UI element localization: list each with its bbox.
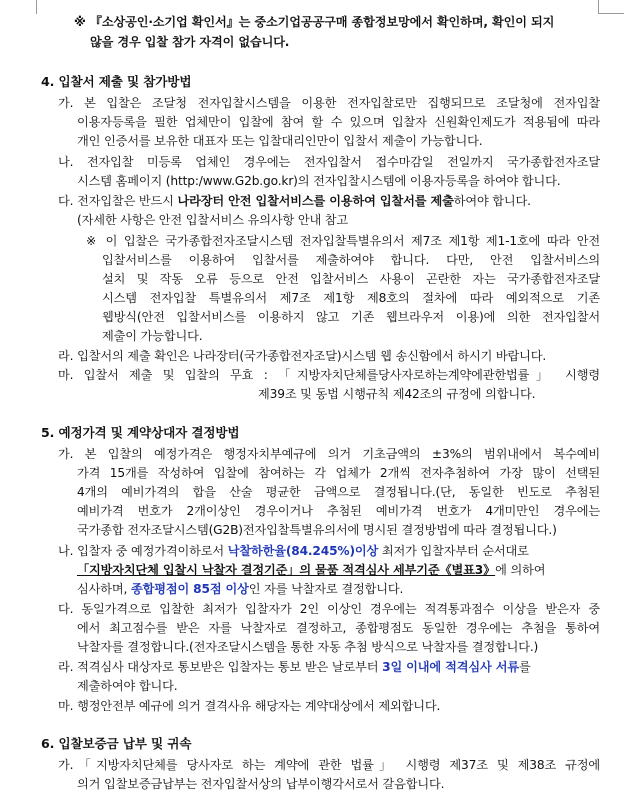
sec5-na-line-3-post: 인 자를 낙찰자로 결정합니다.	[248, 582, 404, 596]
sec5-ra-post: 를	[518, 660, 531, 674]
sec5-na-post: 최저가 입찰자부터 순서대로	[378, 544, 529, 558]
sec5-na-line-1	[58, 543, 529, 559]
sec5-na-line-2-post: 에 의하여	[495, 563, 546, 577]
sec5-na-line-3	[77, 581, 403, 597]
section-5-title: 5. 예정가격 및 계약상대자 결정방법	[41, 425, 240, 440]
sec4-note-line-3: 설치 및 작동 오류 등으로 안전 입찰서비스 사용이 곤란한 자는 국가종합전자조달	[102, 272, 600, 286]
sec4-da-line-1	[58, 193, 531, 209]
sec4-ga-line-1: 가. 본 입찰은 조달청 전자입찰시스템을 이용한 전자입찰로만 집행되므로 조달청에 전자입찰	[58, 96, 600, 110]
crop-mark-right	[598, 0, 599, 14]
notice-line-2: 않을 경우 입찰 참가 자격이 없습니다.	[90, 35, 290, 49]
sec5-ga-line-3: 4개의 예비가격의 합을 산술 평균한 금액으로 결정됩니다.(단, 동일한 빈도로 추첨된	[77, 485, 600, 499]
sec4-ga-line-3: 개인 인증서를 보유한 대표자 또는 입찰대리인만이 입찰서 제출이 가능합니다.	[77, 134, 483, 148]
sec6-ga-line-2: 의거 입찰보증금납부는 전자입찰서상의 납부이행각서로서 갈음합니다.	[77, 777, 445, 791]
sec4-ga-line-2: 이용자등록을 필한 업체만이 입찰에 참여 할 수 있으며 입찰자 신원확인제도가 적용됨에 따라	[77, 115, 600, 129]
sec5-ga-line-2: 가격 15개를 작성하여 입찰에 참여하는 각 업체가 2개씩 전자추첨하여 가장 많이 선택된	[77, 466, 600, 480]
sec5-ra-deadline-highlight: 3일 이내에 적격심사 서류	[382, 660, 519, 674]
sec4-na-line-2: 시스템 홈페이지 (http:/www.G2b.go.kr)의 전자입찰시스템에 이용자등록을 하여야 합니다.	[77, 174, 561, 188]
sec5-na-criteria: 「지방자치단체 입찰시 낙찰자 결정기준」의 물품 적격심사 세부기준《별표3》	[77, 563, 496, 577]
sec5-na-line-2	[77, 562, 545, 578]
sec4-da-pre: 다. 전자입찰은 반드시	[58, 194, 178, 208]
crop-mark-left	[36, 0, 37, 14]
sec6-ga-line-1: 가.「지방자치단체를 당사자로 하는 계약에 관한 법률」 시행령 제37조 및 제38조 규정에	[58, 758, 600, 772]
sec5-na-pre: 나. 입찰자 중 예정가격이하로서	[58, 544, 228, 558]
sec5-ga-line-5: 국가종합 전자조달시스템(G2B)전자입찰특별유의서에 명시된 결정방법에 따라 결정됩니다.)	[77, 523, 557, 537]
sec4-na-line-1: 나. 전자입찰 미등록 업체인 경우에는 전자입찰서 접수마감일 전일까지 국가종합전자조달	[58, 155, 600, 169]
sec4-ma-line-1: 마. 입찰서 제출 및 입찰의 무효 : 「지방자치단체를당사자로하는계약에관한법률」 시행령	[58, 368, 600, 382]
sec5-ga-line-4: 예비가격 번호가 2개이상인 경우이거나 추첨된 예비가격 번호가 4개미만인 경우에는	[77, 504, 600, 518]
sec4-note-line-1: ※ 이 입찰은 국가종합전자조달시스템 전자입찰특별유의서 제7조 제1항 제1-1호에 따라 안전	[86, 234, 600, 248]
section-4-title: 4. 입찰서 제출 및 참가방법	[41, 74, 192, 89]
sec5-da-line-1: 다. 동일가격으로 입찰한 최저가 입찰자가 2인 이상인 경우에는 적격통과점수 이상을 받은자 중	[58, 602, 600, 616]
sec5-na-score-highlight: 종합평점이 85점 이상	[130, 582, 249, 596]
sec4-ra-line: 라. 입찰서의 제출 확인은 나라장터(국가종합전자조달)시스템 웹 송신함에서 하시기 바랍니다.	[58, 349, 547, 363]
sec4-da-emphasis: 나라장터 안전 입찰서비스를 이용하여 입찰서를 제출	[177, 194, 454, 208]
sec4-note-line-6: 제출이 가능합니다.	[102, 329, 203, 343]
sec4-da-line-2: (자세한 사항은 안전 입찰서비스 유의사항 안내 참고	[77, 213, 349, 227]
notice-line-1: ※ 『소상공인·소기업 확인서』는 중소기업공공구매 종합정보망에서 확인하며, 확인이 되지	[74, 15, 555, 29]
sec5-ra-line-2: 제출하여야 합니다.	[77, 679, 178, 693]
sec4-ma-line-2: 제39조 및 동법 시행규칙 제42조의 규정에 의합니다.	[258, 387, 536, 401]
sec5-na-line-3-pre: 심사하며,	[77, 582, 131, 596]
sec4-da-post: 하여야 합니다.	[453, 194, 531, 208]
sec4-note-line-5: 웹방식(안전 입찰서비스를 이용하지 않고 기존 웹브라우저 이용)에 의한 전자입찰서	[102, 310, 600, 324]
sec5-ga-line-1: 가. 본 입찰의 예정가격은 행정자치부예규에 의거 기초금액의 ±3%의 범위내에서 복수예비	[58, 447, 600, 461]
sec5-ra-pre: 라. 적격심사 대상자로 통보받은 입찰자는 통보 받은 날로부터	[58, 660, 383, 674]
sec4-note-line-2: 입찰서비스를 이용하여 입찰서를 제출하여야 합니다. 다만, 안전 입찰서비스의	[102, 253, 600, 267]
sec5-ma-line: 마. 행정안전부 예규에 의거 결격사유 해당자는 계약대상에서 제외합니다.	[58, 699, 441, 713]
sec4-note-line-4: 시스템 전자입찰 특별유의서 제7조 제1항 제8호의 절차에 따라 예외적으로 기존	[102, 291, 600, 305]
sec5-da-line-3: 낙찰자를 결정합니다.(전자조달시스템을 통한 자동 추첨 방식으로 낙찰자를 결정합니다.)	[77, 640, 539, 654]
section-6-title: 6. 입찰보증금 납부 및 귀속	[41, 736, 192, 751]
sec5-ra-line-1	[58, 659, 531, 675]
sec5-da-line-2: 에서 최고점수를 받은 자를 낙찰자로 결정하고, 종합평점도 동일한 경우에는 추첨을 통하여	[77, 621, 600, 635]
sec5-na-rate-highlight: 낙찰하한율(84.245%)이상	[227, 544, 379, 558]
